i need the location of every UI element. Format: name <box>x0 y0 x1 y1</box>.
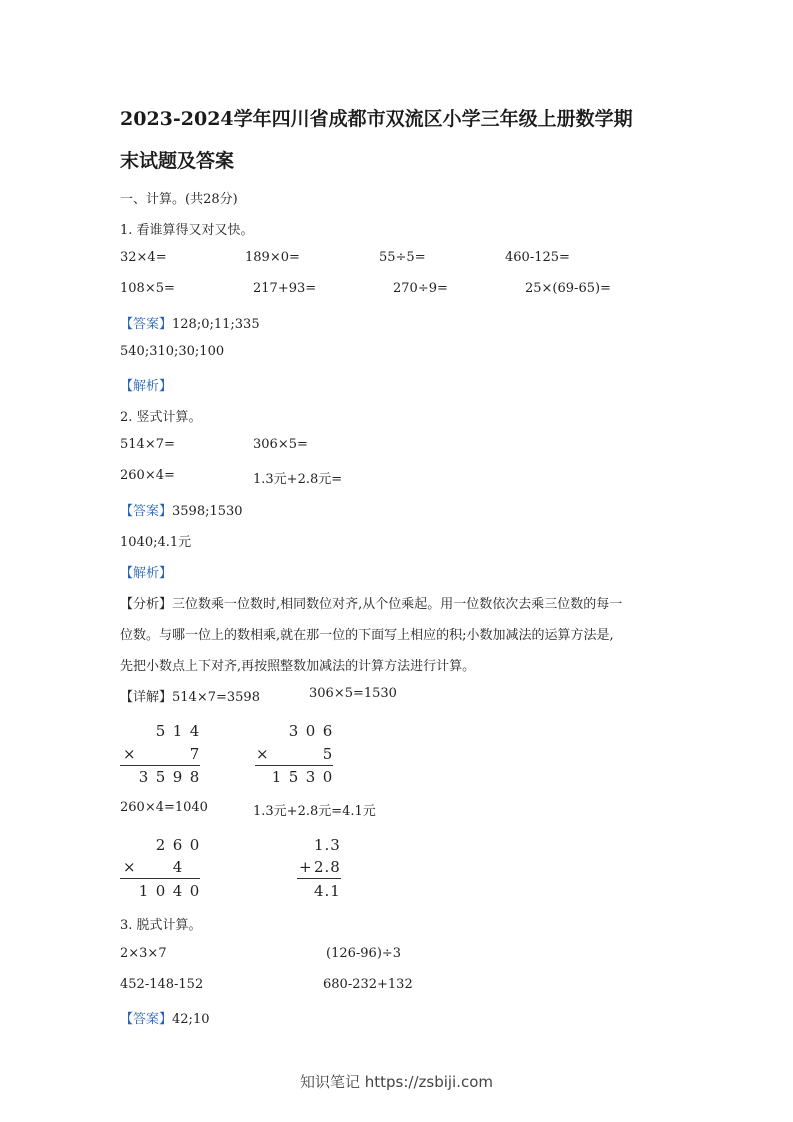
q2-result-b: 1.3元+2.8元=4.1元 <box>253 804 376 819</box>
q2-item: 1.3元+2.8元= <box>253 472 343 487</box>
q3-answer <box>120 1008 209 1027</box>
digit: 0 <box>189 836 200 854</box>
digit: 5 <box>155 768 166 786</box>
q2-item: 306×5= <box>253 437 308 452</box>
digit: 0 <box>155 882 166 900</box>
q2-item: 514×7= <box>120 437 175 452</box>
q3-item: 680-232+132 <box>323 977 413 992</box>
q2-result-a: 260×4=1040 <box>120 800 208 815</box>
fenxi-text: 三位数乘一位数时,相同数位对齐,从个位乘起。用一位数依次去乘三位数的每一 <box>172 597 623 612</box>
q1-item: 25×(69-65)= <box>525 281 611 296</box>
q1-item: 460-125= <box>505 250 570 265</box>
answer-text: 128;0;11;335 <box>172 317 260 332</box>
digit: 4 <box>172 858 183 876</box>
digit: 9 <box>172 768 183 786</box>
q1-item: 270÷9= <box>393 281 448 296</box>
digit: 8 <box>189 768 200 786</box>
q1-answer-line2: 540;310;30;100 <box>120 344 225 359</box>
answer-text: 3598;1530 <box>172 504 243 519</box>
calc-line <box>120 765 200 766</box>
number: 2.8 <box>314 858 341 876</box>
q1-item: 108×5= <box>120 281 175 296</box>
q1-item: 217+93= <box>253 281 317 296</box>
q2-fenxi-line2: 位数。与哪一位上的数相乘,就在那一位的下面写上相应的积;小数加减法的运算方法是, <box>120 628 614 643</box>
q1-item: 189×0= <box>245 250 300 265</box>
calc-line <box>255 765 333 766</box>
operator: × <box>123 858 136 876</box>
digit: 1 <box>271 768 282 786</box>
number: 1.3 <box>314 836 341 854</box>
digit: 5 <box>155 722 166 740</box>
page-title-line1: 2023-2024学年四川省成都市双流区小学三年级上册数学期 <box>120 108 633 130</box>
digit: 6 <box>172 836 183 854</box>
operator: × <box>123 745 136 763</box>
q1-item: 32×4= <box>120 250 167 265</box>
q1-answer <box>120 313 260 332</box>
digit: 2 <box>155 836 166 854</box>
digit: 4 <box>189 722 200 740</box>
section-heading: 一、计算。(共28分) <box>120 192 238 207</box>
fenxi-tag: 【分析】 <box>120 597 173 612</box>
q2-answer-line2: 1040;4.1元 <box>120 535 192 550</box>
footer-watermark: 知识笔记 https://zsbiji.com <box>299 1073 494 1091</box>
q3-label: 3. 脱式计算。 <box>120 918 202 933</box>
digit: 3 <box>288 722 299 740</box>
answer-tag: 【答案】 <box>120 504 173 519</box>
operator: + <box>299 858 312 876</box>
q3-item: (126-96)÷3 <box>326 946 402 961</box>
digit: 5 <box>288 768 299 786</box>
digit: 5 <box>322 745 333 763</box>
answer-text: 42;10 <box>172 1012 210 1027</box>
digit: 0 <box>189 882 200 900</box>
digit: 0 <box>305 722 316 740</box>
q1-item: 55÷5= <box>379 250 426 265</box>
q2-xiangjie-2: 306×5=1530 <box>309 686 397 701</box>
answer-tag: 【答案】 <box>120 317 173 332</box>
digit: 0 <box>322 768 333 786</box>
digit: 7 <box>189 745 200 763</box>
q1-label: 1. 看谁算得又对又快。 <box>120 223 254 238</box>
q3-item: 452-148-152 <box>120 977 204 992</box>
calc-line <box>120 878 200 879</box>
q2-answer <box>120 500 243 519</box>
digit: 4 <box>172 882 183 900</box>
digit: 1 <box>172 722 183 740</box>
xiangjie-tag: 【详解】 <box>120 690 173 705</box>
q2-fenxi-line3: 先把小数点上下对齐,再按照整数加减法的计算方法进行计算。 <box>120 659 476 674</box>
q2-xiangjie <box>120 686 260 705</box>
q2-item: 260×4= <box>120 468 175 483</box>
q2-fenxi-line1 <box>120 593 622 612</box>
number: 4.1 <box>314 882 341 900</box>
digit: 3 <box>138 768 149 786</box>
xiangjie-text: 514×7=3598 <box>172 690 260 705</box>
operator: × <box>256 745 269 763</box>
q1-analysis-tag: 【解析】 <box>120 379 173 394</box>
q3-item: 2×3×7 <box>120 946 167 961</box>
q2-analysis-tag: 【解析】 <box>120 566 173 581</box>
answer-tag: 【答案】 <box>120 1012 173 1027</box>
digit: 1 <box>138 882 149 900</box>
digit: 3 <box>305 768 316 786</box>
page-title-line2: 末试题及答案 <box>120 150 235 172</box>
digit: 6 <box>322 722 333 740</box>
q2-label: 2. 竖式计算。 <box>120 410 202 425</box>
calc-line <box>297 878 341 879</box>
